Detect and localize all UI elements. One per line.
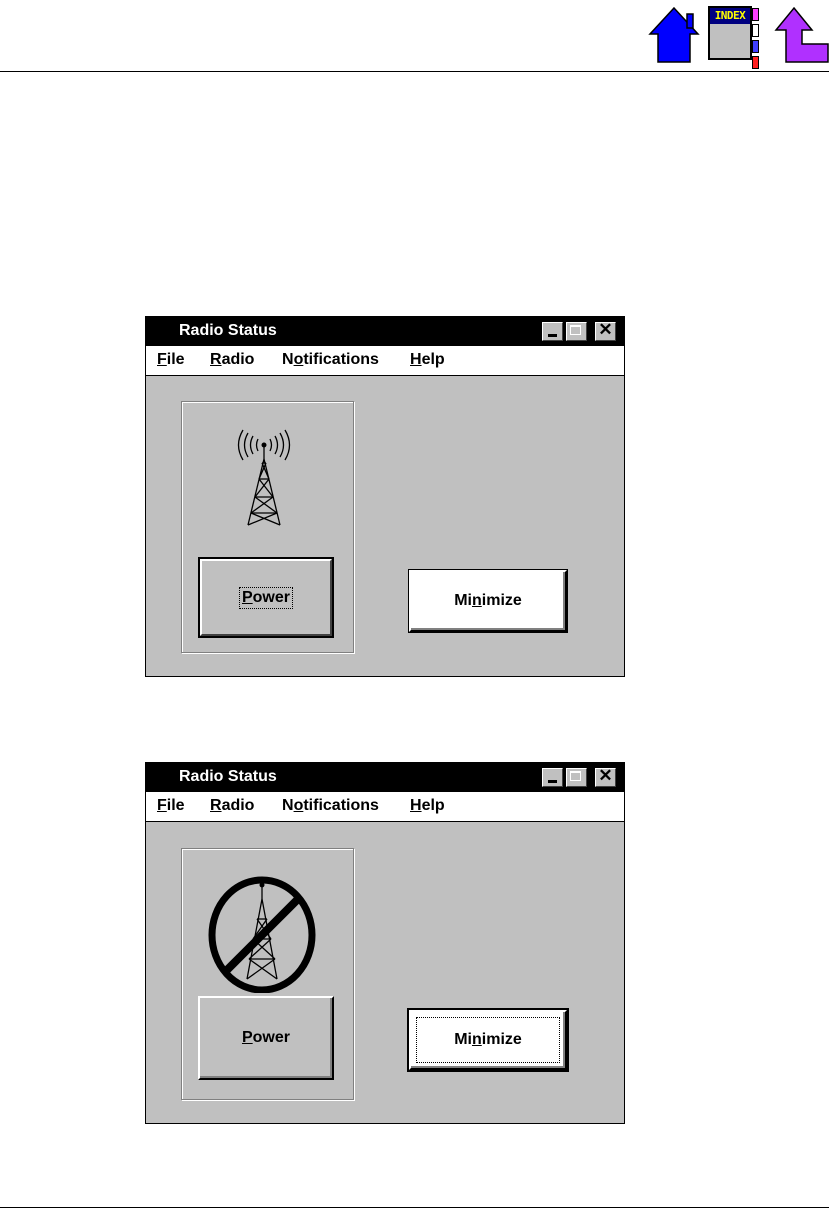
minimize-button-label: Minimize <box>454 592 522 609</box>
radio-tower-off-icon <box>207 873 317 993</box>
home-icon[interactable] <box>648 6 700 64</box>
top-divider <box>0 71 829 72</box>
power-button[interactable] <box>198 557 334 638</box>
power-button-label: Power <box>241 1029 290 1046</box>
minimize-window-button[interactable] <box>542 768 563 787</box>
title-bar[interactable] <box>146 316 624 346</box>
minimize-button[interactable] <box>409 1010 567 1070</box>
menu-notifications[interactable]: Notifications <box>282 351 379 368</box>
menu-radio[interactable]: Radio <box>210 797 255 814</box>
menu-help[interactable]: Help <box>410 351 445 368</box>
window-title: Radio Status <box>179 768 277 785</box>
power-button-label: Power <box>239 587 293 609</box>
menu-bar <box>146 346 624 376</box>
menu-bar <box>146 792 624 822</box>
maximize-window-button[interactable] <box>566 322 587 341</box>
power-button[interactable] <box>198 996 334 1080</box>
close-icon: ✕ <box>598 766 613 785</box>
index-label: INDEX <box>710 8 750 24</box>
close-window-button[interactable] <box>595 322 616 341</box>
radio-status-window-off <box>145 762 625 1124</box>
close-icon: ✕ <box>598 320 613 339</box>
minimize-button-label: Minimize <box>454 1031 522 1048</box>
menu-notifications[interactable]: Notifications <box>282 797 379 814</box>
menu-help[interactable]: Help <box>410 797 445 814</box>
up-arrow-icon[interactable] <box>774 6 829 64</box>
bottom-divider <box>0 1207 829 1208</box>
title-bar[interactable] <box>146 762 624 792</box>
menu-radio[interactable]: Radio <box>210 351 255 368</box>
index-tabs <box>752 8 760 72</box>
close-window-button[interactable] <box>595 768 616 787</box>
index-book <box>708 6 752 60</box>
minimize-button[interactable] <box>409 570 567 632</box>
menu-file[interactable]: File <box>157 351 185 368</box>
radio-status-window-on <box>145 316 625 677</box>
radio-tower-on-icon <box>224 427 304 527</box>
maximize-window-button[interactable] <box>566 768 587 787</box>
menu-file[interactable]: File <box>157 797 185 814</box>
index-icon[interactable] <box>706 4 762 64</box>
minimize-window-button[interactable] <box>542 322 563 341</box>
window-title: Radio Status <box>179 322 277 339</box>
